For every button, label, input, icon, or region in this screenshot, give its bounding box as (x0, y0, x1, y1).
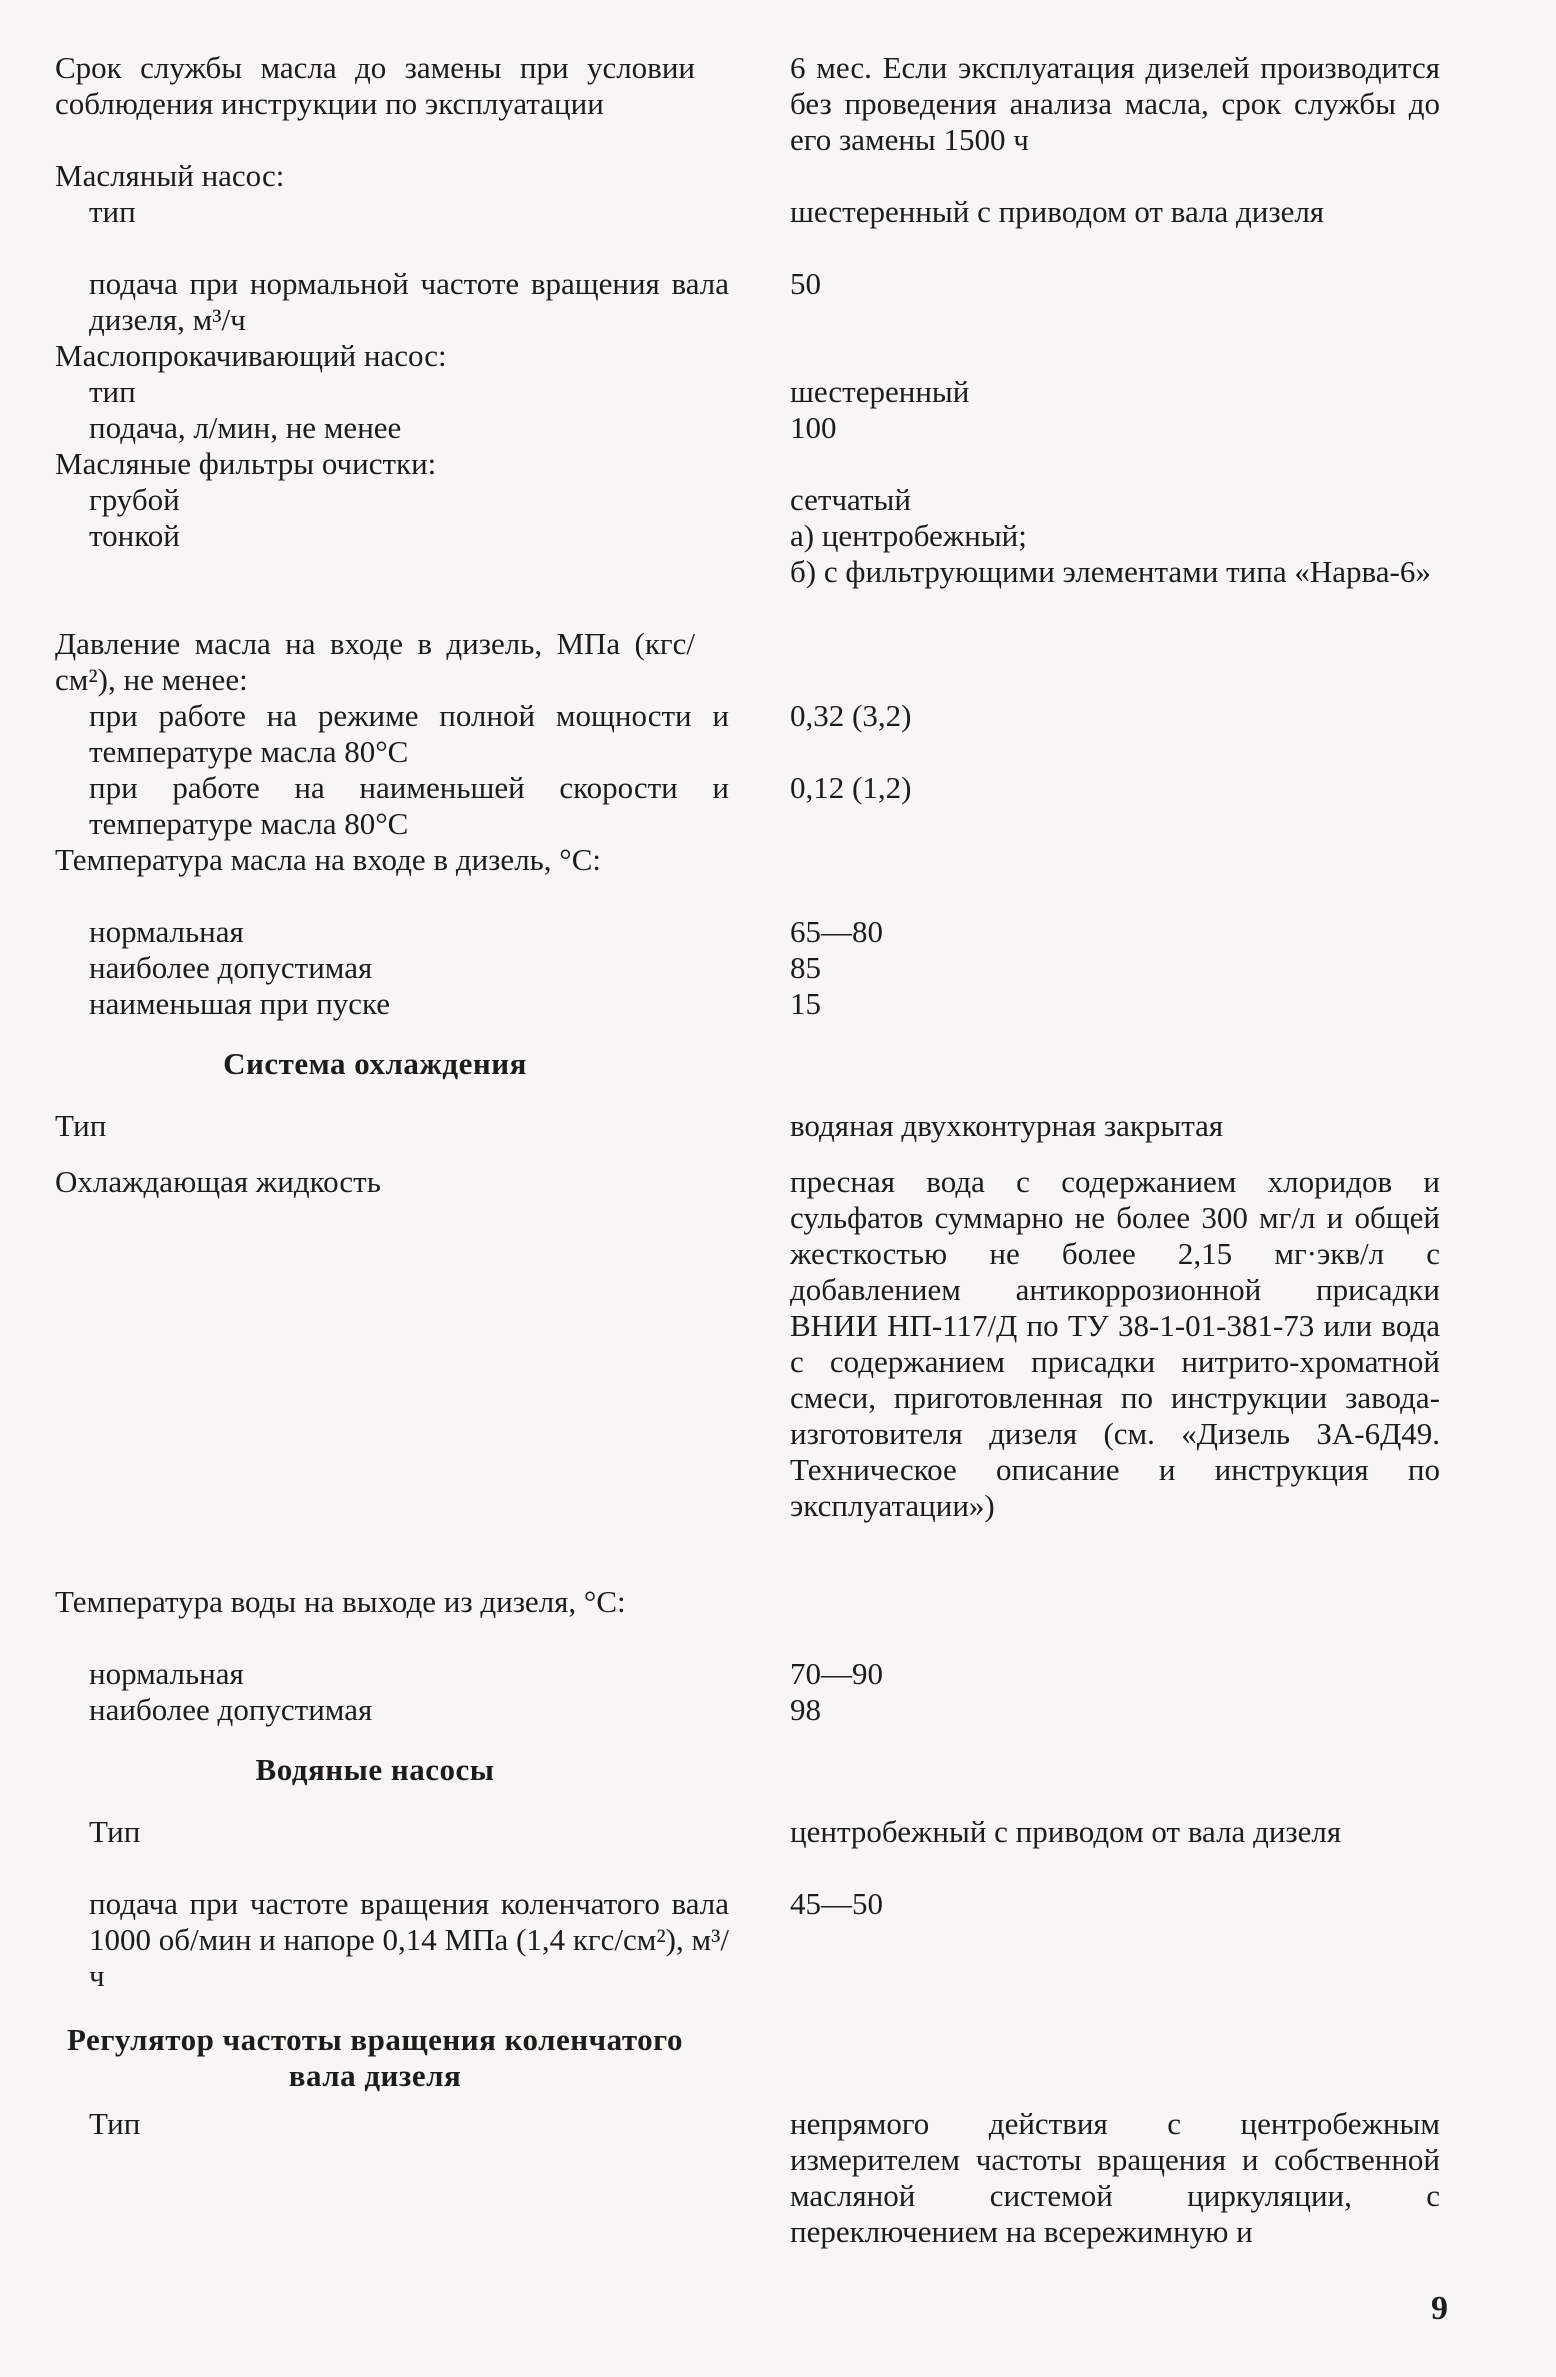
page-number: 9 (1431, 2290, 1448, 2327)
spec-label: Тип (89, 1814, 141, 1849)
section-heading: Регулятор частоты вращения коленчатого вала дизеля (67, 2022, 683, 2093)
spec-label: подача при нормальной частоте вращения вала дизеля, м³/ч (89, 266, 729, 337)
spec-label: Тип (55, 1108, 107, 1143)
section-heading: Система охлаждения (223, 1046, 527, 1081)
spec-value: 0,32 (3,2) (790, 698, 912, 733)
spec-label: Охлаждающая жидкость (55, 1164, 381, 1199)
spec-value: непрямого действия с центробежным измерителем частоты вращения и собственной масляной системой циркуляции, с переключением на всережимную и (790, 2106, 1440, 2249)
spec-label: тип (89, 374, 136, 409)
spec-label: нормальная (89, 914, 244, 949)
spec-label: Срок службы масла до замены при условии соблюдения инструкции по эксплуатации (55, 50, 695, 121)
spec-value: 85 (790, 950, 821, 985)
spec-value: 0,12 (1,2) (790, 770, 912, 805)
spec-label: Масляные фильтры очистки: (55, 446, 437, 481)
spec-value: а) центробежный; (790, 518, 1027, 553)
spec-value: 98 (790, 1692, 821, 1727)
spec-value: сетчатый (790, 482, 911, 517)
spec-label: при работе на режиме полной мощности и температуре масла 80°С (89, 698, 729, 769)
spec-label: Давление масла на входе в дизель, МПа (кгс/см²), не менее: (55, 626, 695, 697)
spec-label: подача при частоте вращения коленчатого вала 1000 об/мин и напоре 0,14 МПа (1,4 кгс/см²), м³/ч (89, 1886, 730, 1993)
spec-value: шестеренный (790, 374, 970, 409)
spec-label: Масляный насос: (55, 158, 285, 193)
spec-value: пресная вода с содержанием хлоридов и сульфатов суммарно не более 300 мг/л и общей жесткостью не более 2,15 мг·экв/л с добавлением антикоррозионной присадки ВНИИ НП-117/Д по ТУ 38-1-01-381-73 или вода с содержанием присадки нитрито-хроматной смеси, приготовленная по инструкции завода-изготовителя дизеля (см. «Дизель ЗА-6Д49. Техническое описание и инструкция по эксплуатации») (790, 1164, 1440, 1523)
spec-value: 6 мес. Если эксплуатация дизелей производится без проведения анализа масла, срок службы до его замены 1500 ч (790, 50, 1440, 157)
spec-label: подача, л/мин, не менее (89, 410, 402, 445)
spec-value: 50 (790, 266, 821, 301)
spec-value: 45—50 (790, 1886, 883, 1921)
spec-value: 100 (790, 410, 837, 445)
section-heading: Водяные насосы (255, 1752, 495, 1787)
spec-label: наиболее допустимая (89, 1692, 373, 1727)
spec-value: водяная двухконтурная закрытая (790, 1108, 1224, 1143)
spec-value: центробежный с приводом от вала дизеля (790, 1814, 1342, 1849)
spec-label: наиболее допустимая (89, 950, 373, 985)
spec-label: Тип (89, 2106, 141, 2141)
spec-value: б) с фильтрующими элементами типа «Нарва-6» (790, 554, 1431, 589)
spec-label: наименьшая при пуске (89, 986, 391, 1021)
spec-value: 15 (790, 986, 821, 1021)
spec-value: 65—80 (790, 914, 883, 949)
spec-label: тип (89, 194, 136, 229)
spec-label: Маслопрокачивающий насос: (55, 338, 447, 373)
spec-value: 70—90 (790, 1656, 883, 1691)
spec-label: Температура воды на выходе из дизеля, °С: (55, 1584, 626, 1619)
spec-label: Температура масла на входе в дизель, °С: (55, 842, 601, 877)
spec-label: при работе на наименьшей скорости и температуре масла 80°С (89, 770, 729, 841)
spec-value: шестеренный с приводом от вала дизеля (790, 194, 1325, 229)
spec-label: грубой (89, 482, 180, 517)
spec-label: тонкой (89, 518, 180, 553)
spec-label: нормальная (89, 1656, 244, 1691)
